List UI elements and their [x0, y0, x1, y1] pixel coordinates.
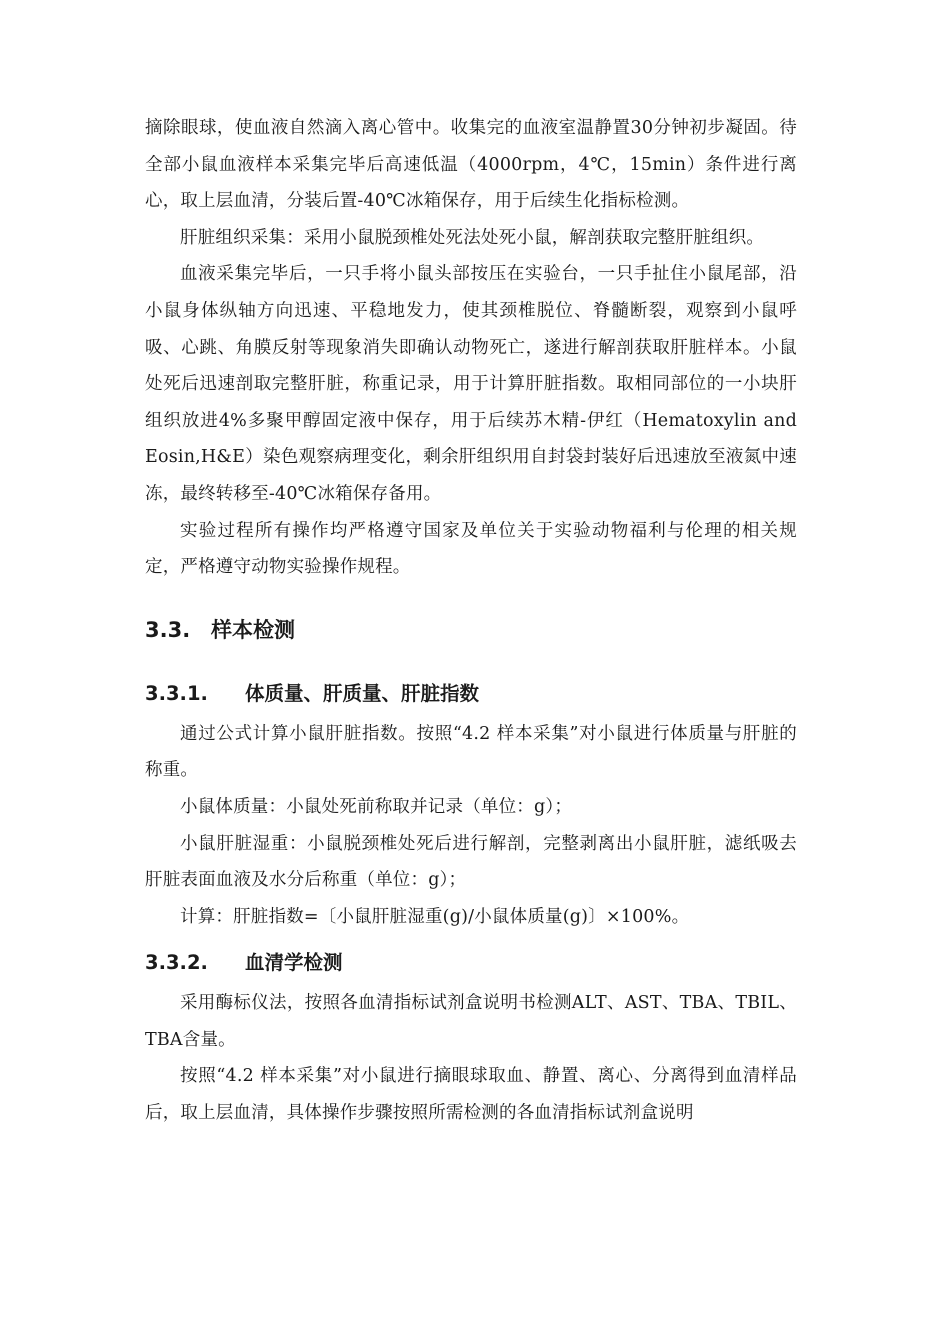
heading-3-3-1-number: 3.3.1. — [145, 681, 208, 705]
heading-3-3-2-number: 3.3.2. — [145, 951, 208, 975]
paragraph-body-mass: 小鼠体质量：小鼠处死前称取并记录（单位：g）； — [180, 796, 573, 817]
heading-3-3-2-title: 血清学检测 — [245, 951, 343, 975]
heading-3-3 — [145, 616, 797, 666]
heading-3-3-1-title: 体质量、肝质量、肝脏指数 — [245, 681, 480, 705]
paragraph-liver-index-formula: 计算：肝脏指数=〔小鼠肝脏湿重(g)/小鼠体质量(g)〕×100%。 — [180, 906, 690, 927]
paragraph-serum-procedure: 按照“4.2 样本采集”对小鼠进行摘眼球取血、静置、离心、分离得到血清样品后，取上层血清，具体操作步骤按照所需检测的各血清指标试剂盒说明 — [145, 1066, 797, 1124]
document-page — [145, 110, 797, 1132]
paragraph-liver-index-intro: 通过公式计算小鼠肝脏指数。按照“4.2 样本采集”对小鼠进行体质量与肝脏的称重。 — [145, 723, 797, 781]
paragraph-ethics: 实验过程所有操作均严格遵守国家及单位关于实验动物福利与伦理的相关规定，严格遵守动物实验操作规程。 — [145, 520, 797, 578]
paragraph-elisa-method: 采用酶标仪法，按照各血清指标试剂盒说明书检测ALT、AST、TBA、TBIL、TBA含量。 — [145, 993, 797, 1050]
paragraph-blood-centrifuge: 摘除眼球，使血液自然滴入离心管中。收集完的血液室温静置30分钟初步凝固。待全部小鼠血液样本采集完毕后高速低温（4000rpm，4℃，15min）条件进行离心，取上层血清，分装后置-40℃冰箱保存，用于后续生化指标检测。 — [145, 118, 797, 212]
heading-3-3-title: 样本检测 — [211, 617, 295, 642]
paragraph-dissection-procedure: 血液采集完毕后，一只手将小鼠头部按压在实验台，一只手扯住小鼠尾部，沿小鼠身体纵轴方向迅速、平稳地发力，使其颈椎脱位、脊髓断裂，观察到小鼠呼吸、心跳、角膜反射等现象消失即确认动物死亡，遂进行解剖获取肝脏样本。小鼠处死后迅速剖取完整肝脏，称重记录，用于计算肝脏指数。取相同部位的一小块肝组织放进4%多聚甲醇固定液中保存，用于后续苏木精-伊红（Hematoxylin and Eosin,H&E）染色观察病理变化，剩余肝组织用自封袋封装好后迅速放至液氮中速冻，最终转移至-40℃冰箱保存备用。 — [145, 264, 797, 504]
heading-3-3-2 — [145, 949, 797, 985]
heading-3-3-number: 3.3. — [145, 617, 191, 642]
paragraph-liver-wet-weight: 小鼠肝脏湿重：小鼠脱颈椎处死后进行解剖，完整剥离出小鼠肝脏，滤纸吸去肝脏表面血液及水分后称重（单位：g）； — [145, 833, 797, 891]
heading-3-3-1 — [145, 680, 797, 716]
paragraph-liver-collection: 肝脏组织采集：采用小鼠脱颈椎处死法处死小鼠，解剖获取完整肝脏组织。 — [180, 227, 765, 248]
